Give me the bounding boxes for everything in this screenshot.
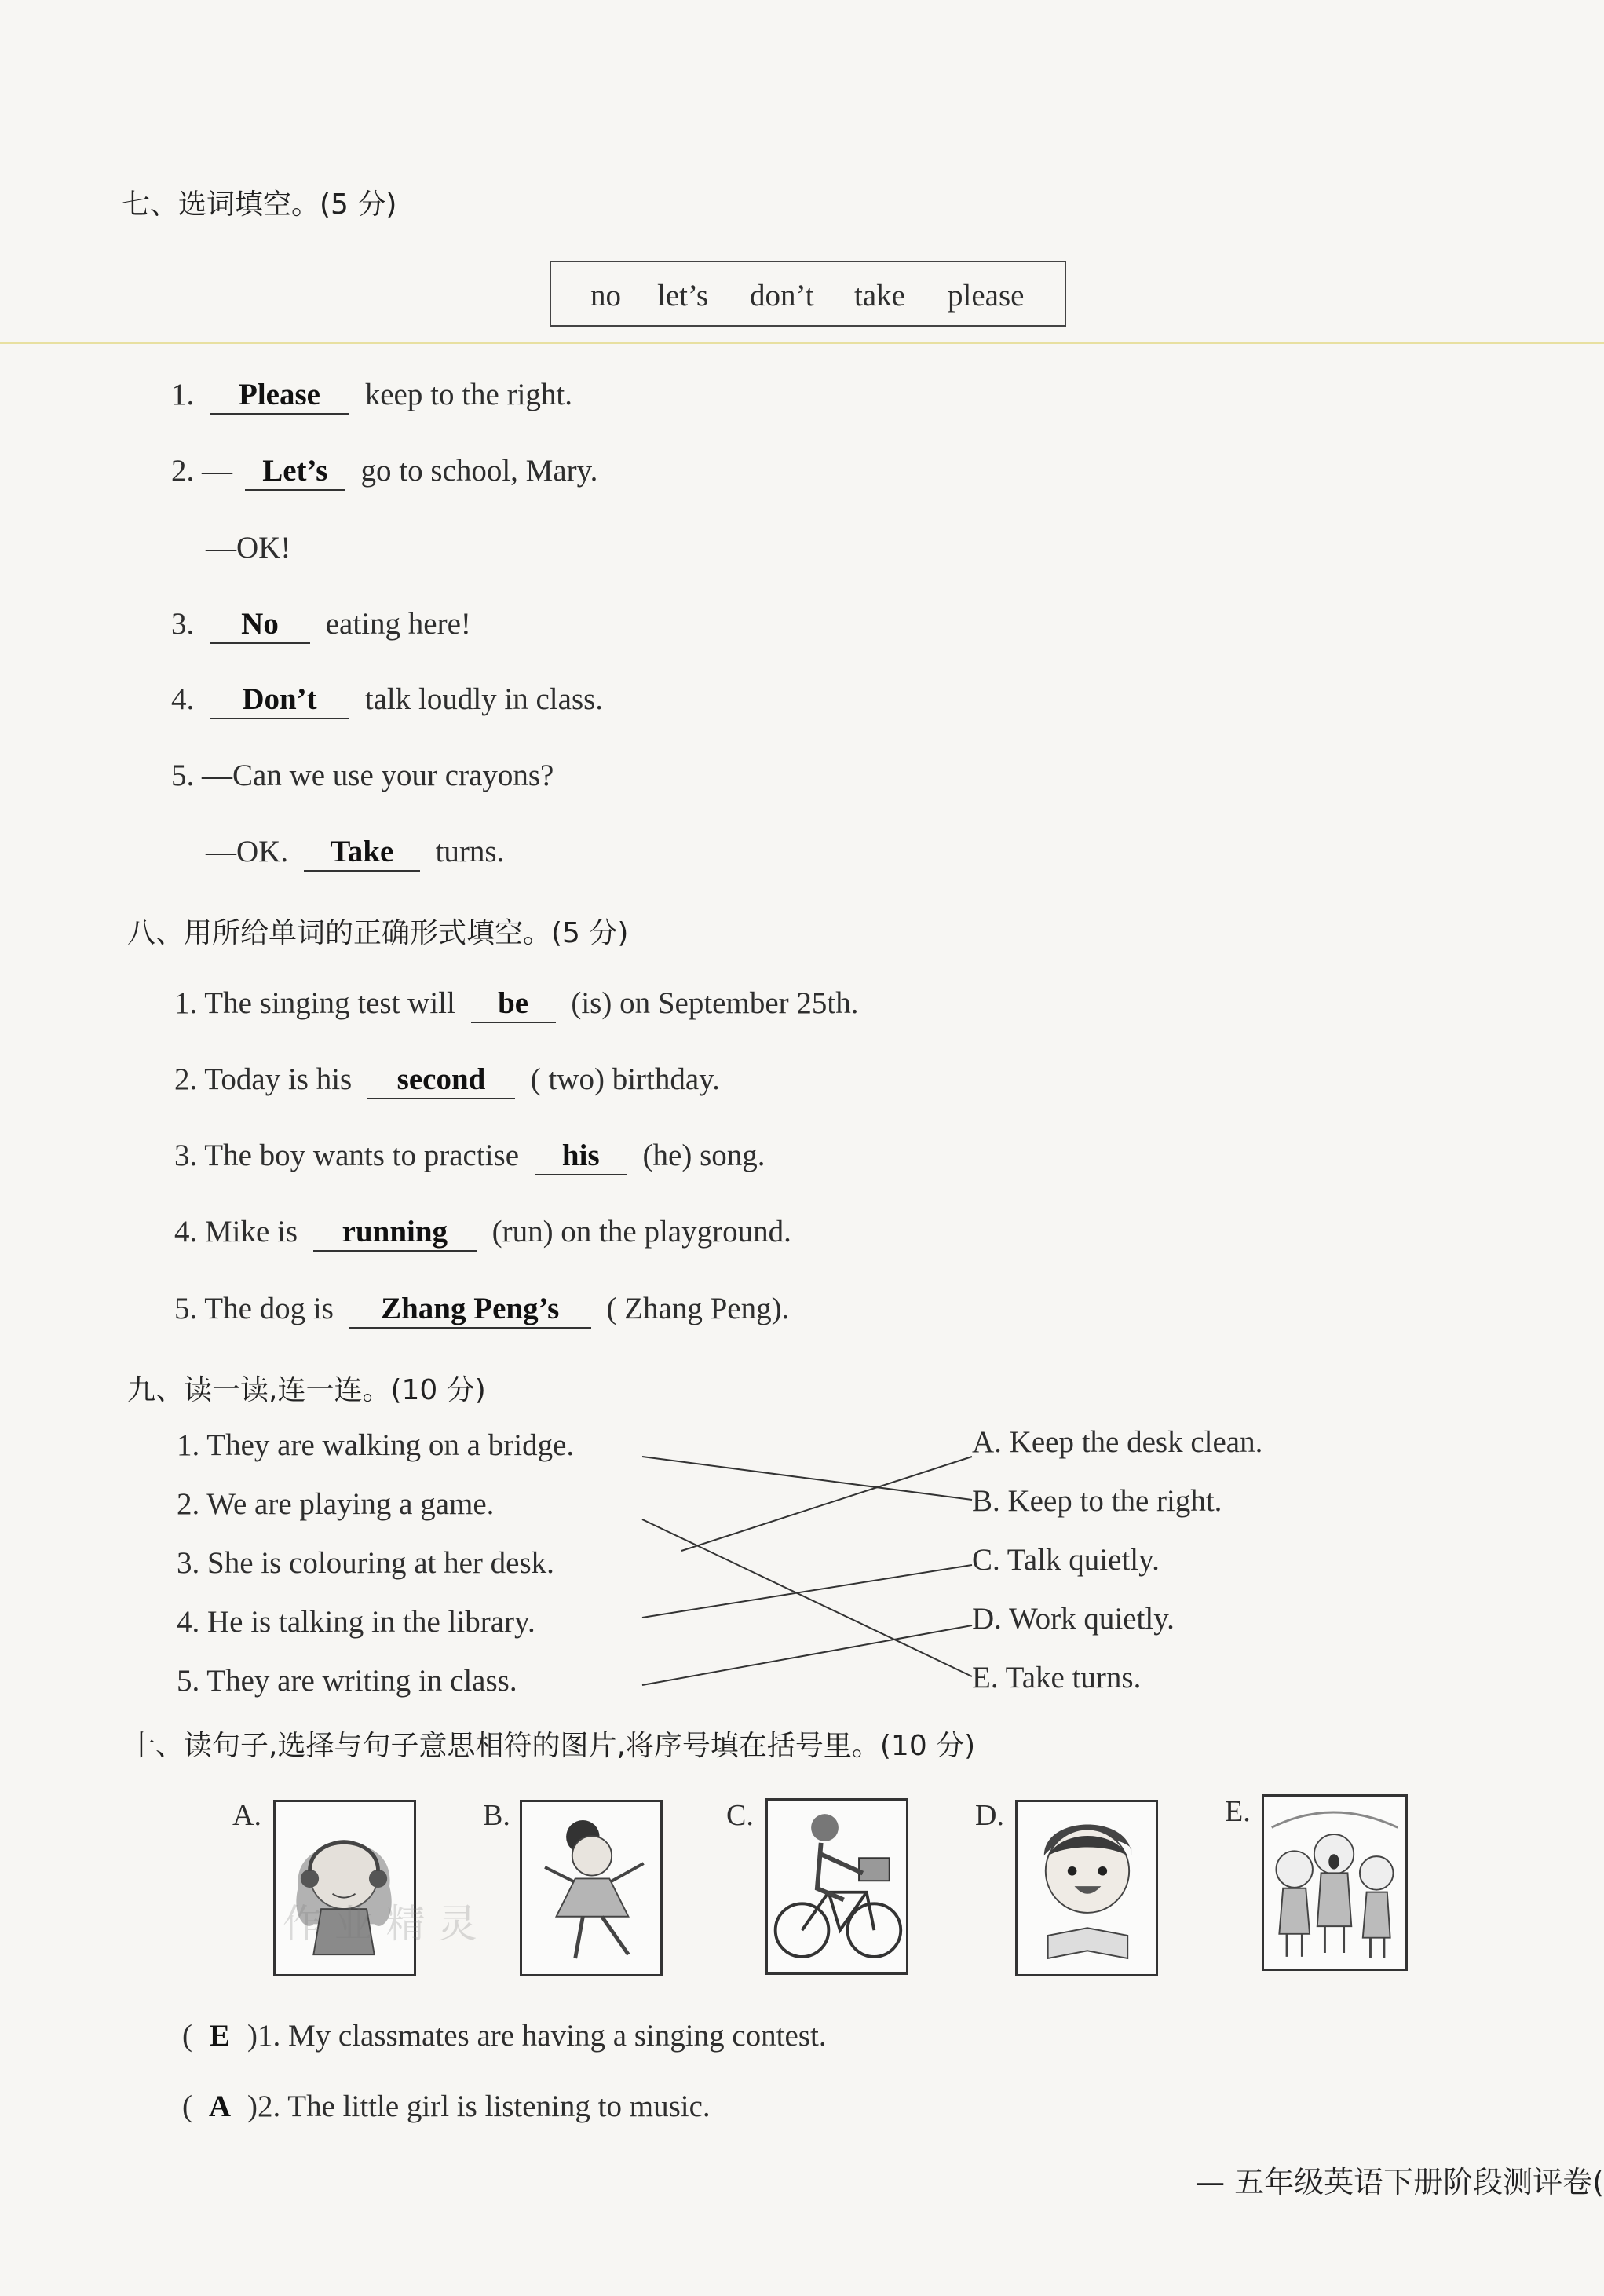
answer-blank[interactable]: Take <box>304 836 420 872</box>
s8-item-3: 3. The boy wants to practise his (he) song. <box>174 1138 765 1175</box>
s7-item-5-reply: —OK. Take turns. <box>206 834 504 872</box>
girl-bicycle-icon <box>765 1798 908 1975</box>
answer-blank[interactable]: second <box>367 1064 515 1099</box>
answer-blank[interactable]: Don’t <box>210 684 349 719</box>
s7-item-2-reply: —OK! <box>206 531 291 565</box>
s9-left-3: 3. She is colouring at her desk. <box>177 1546 554 1580</box>
word-bank-item: don’t <box>750 279 814 313</box>
s8-item-4: 4. Mike is running (run) on the playground. <box>174 1214 791 1252</box>
answer-blank[interactable]: Let’s <box>245 455 345 491</box>
section-9-heading: 九、读一读,连一连。(10 分) <box>127 1374 486 1406</box>
s9-right-e: E. Take turns. <box>972 1661 1142 1695</box>
match-line-4-C <box>642 1565 972 1618</box>
girl-dancing-icon <box>520 1800 663 1976</box>
match-line-1-B <box>642 1457 972 1500</box>
watermark: 作 业 精 灵 <box>283 1901 477 1947</box>
answer-paren[interactable]: E <box>209 2019 230 2053</box>
word-bank-item: no <box>590 279 621 313</box>
match-line-3-A <box>681 1457 972 1551</box>
word-bank-item: let’s <box>657 279 708 313</box>
children-singing-icon <box>1262 1794 1408 1971</box>
s7-item-3: 3. No eating here! <box>171 606 471 644</box>
answer-blank[interactable]: running <box>313 1216 477 1252</box>
s7-item-2: 2. — Let’s go to school, Mary. <box>171 453 597 491</box>
page-footer: — 五年级英语下册阶段测评卷( <box>1195 2165 1604 2199</box>
section-10-heading: 十、读句子,选择与句子意思相符的图片,将序号填在括号里。(10 分) <box>127 1730 976 1762</box>
picture-label-a: A. <box>232 1799 261 1832</box>
s7-item-1: 1. Please keep to the right. <box>171 377 572 415</box>
picture-label-d: D. <box>975 1799 1004 1832</box>
s9-left-4: 4. He is talking in the library. <box>177 1605 535 1639</box>
s8-item-2: 2. Today is his second ( two) birthday. <box>174 1062 720 1099</box>
s9-right-a: A. Keep the desk clean. <box>972 1425 1263 1459</box>
s10-item-1: ( E )1. My classmates are having a singing contest. <box>182 2019 827 2053</box>
answer-blank[interactable]: Zhang Peng’s <box>349 1293 591 1329</box>
boy-reading-icon <box>1015 1800 1158 1976</box>
s9-left-1: 1. They are walking on a bridge. <box>177 1428 575 1462</box>
picture-label-c: C. <box>726 1799 754 1832</box>
s9-left-5: 5. They are writing in class. <box>177 1664 517 1698</box>
s7-item-5: 5. —Can we use your crayons? <box>171 759 554 792</box>
answer-blank[interactable]: Please <box>210 379 349 415</box>
s9-right-b: B. Keep to the right. <box>972 1484 1222 1518</box>
answer-blank[interactable]: No <box>210 609 310 644</box>
s7-item-4: 4. Don’t talk loudly in class. <box>171 682 603 719</box>
s8-item-5: 5. The dog is Zhang Peng’s ( Zhang Peng). <box>174 1291 789 1329</box>
s8-item-1: 1. The singing test will be (is) on September 25th. <box>174 985 858 1023</box>
section-7-heading: 七、选词填空。(5 分) <box>122 188 397 221</box>
answer-blank[interactable]: be <box>471 988 556 1023</box>
word-bank-item: please <box>948 279 1025 313</box>
s9-left-2: 2. We are playing a game. <box>177 1487 495 1521</box>
picture-label-e: E. <box>1225 1795 1251 1828</box>
s9-right-d: D. Work quietly. <box>972 1602 1175 1636</box>
answer-paren[interactable]: A <box>208 2089 232 2123</box>
picture-label-b: B. <box>483 1799 510 1832</box>
section-8-heading: 八、用所给单词的正确形式填空。(5 分) <box>127 917 629 949</box>
word-bank-item: take <box>854 279 905 313</box>
answer-blank[interactable]: his <box>535 1140 627 1175</box>
match-line-5-D <box>642 1625 972 1685</box>
s10-item-2: ( A )2. The little girl is listening to music. <box>182 2089 711 2123</box>
match-line-2-E <box>642 1519 972 1676</box>
girl-headphones-icon <box>273 1800 416 1976</box>
s9-right-c: C. Talk quietly. <box>972 1543 1160 1577</box>
